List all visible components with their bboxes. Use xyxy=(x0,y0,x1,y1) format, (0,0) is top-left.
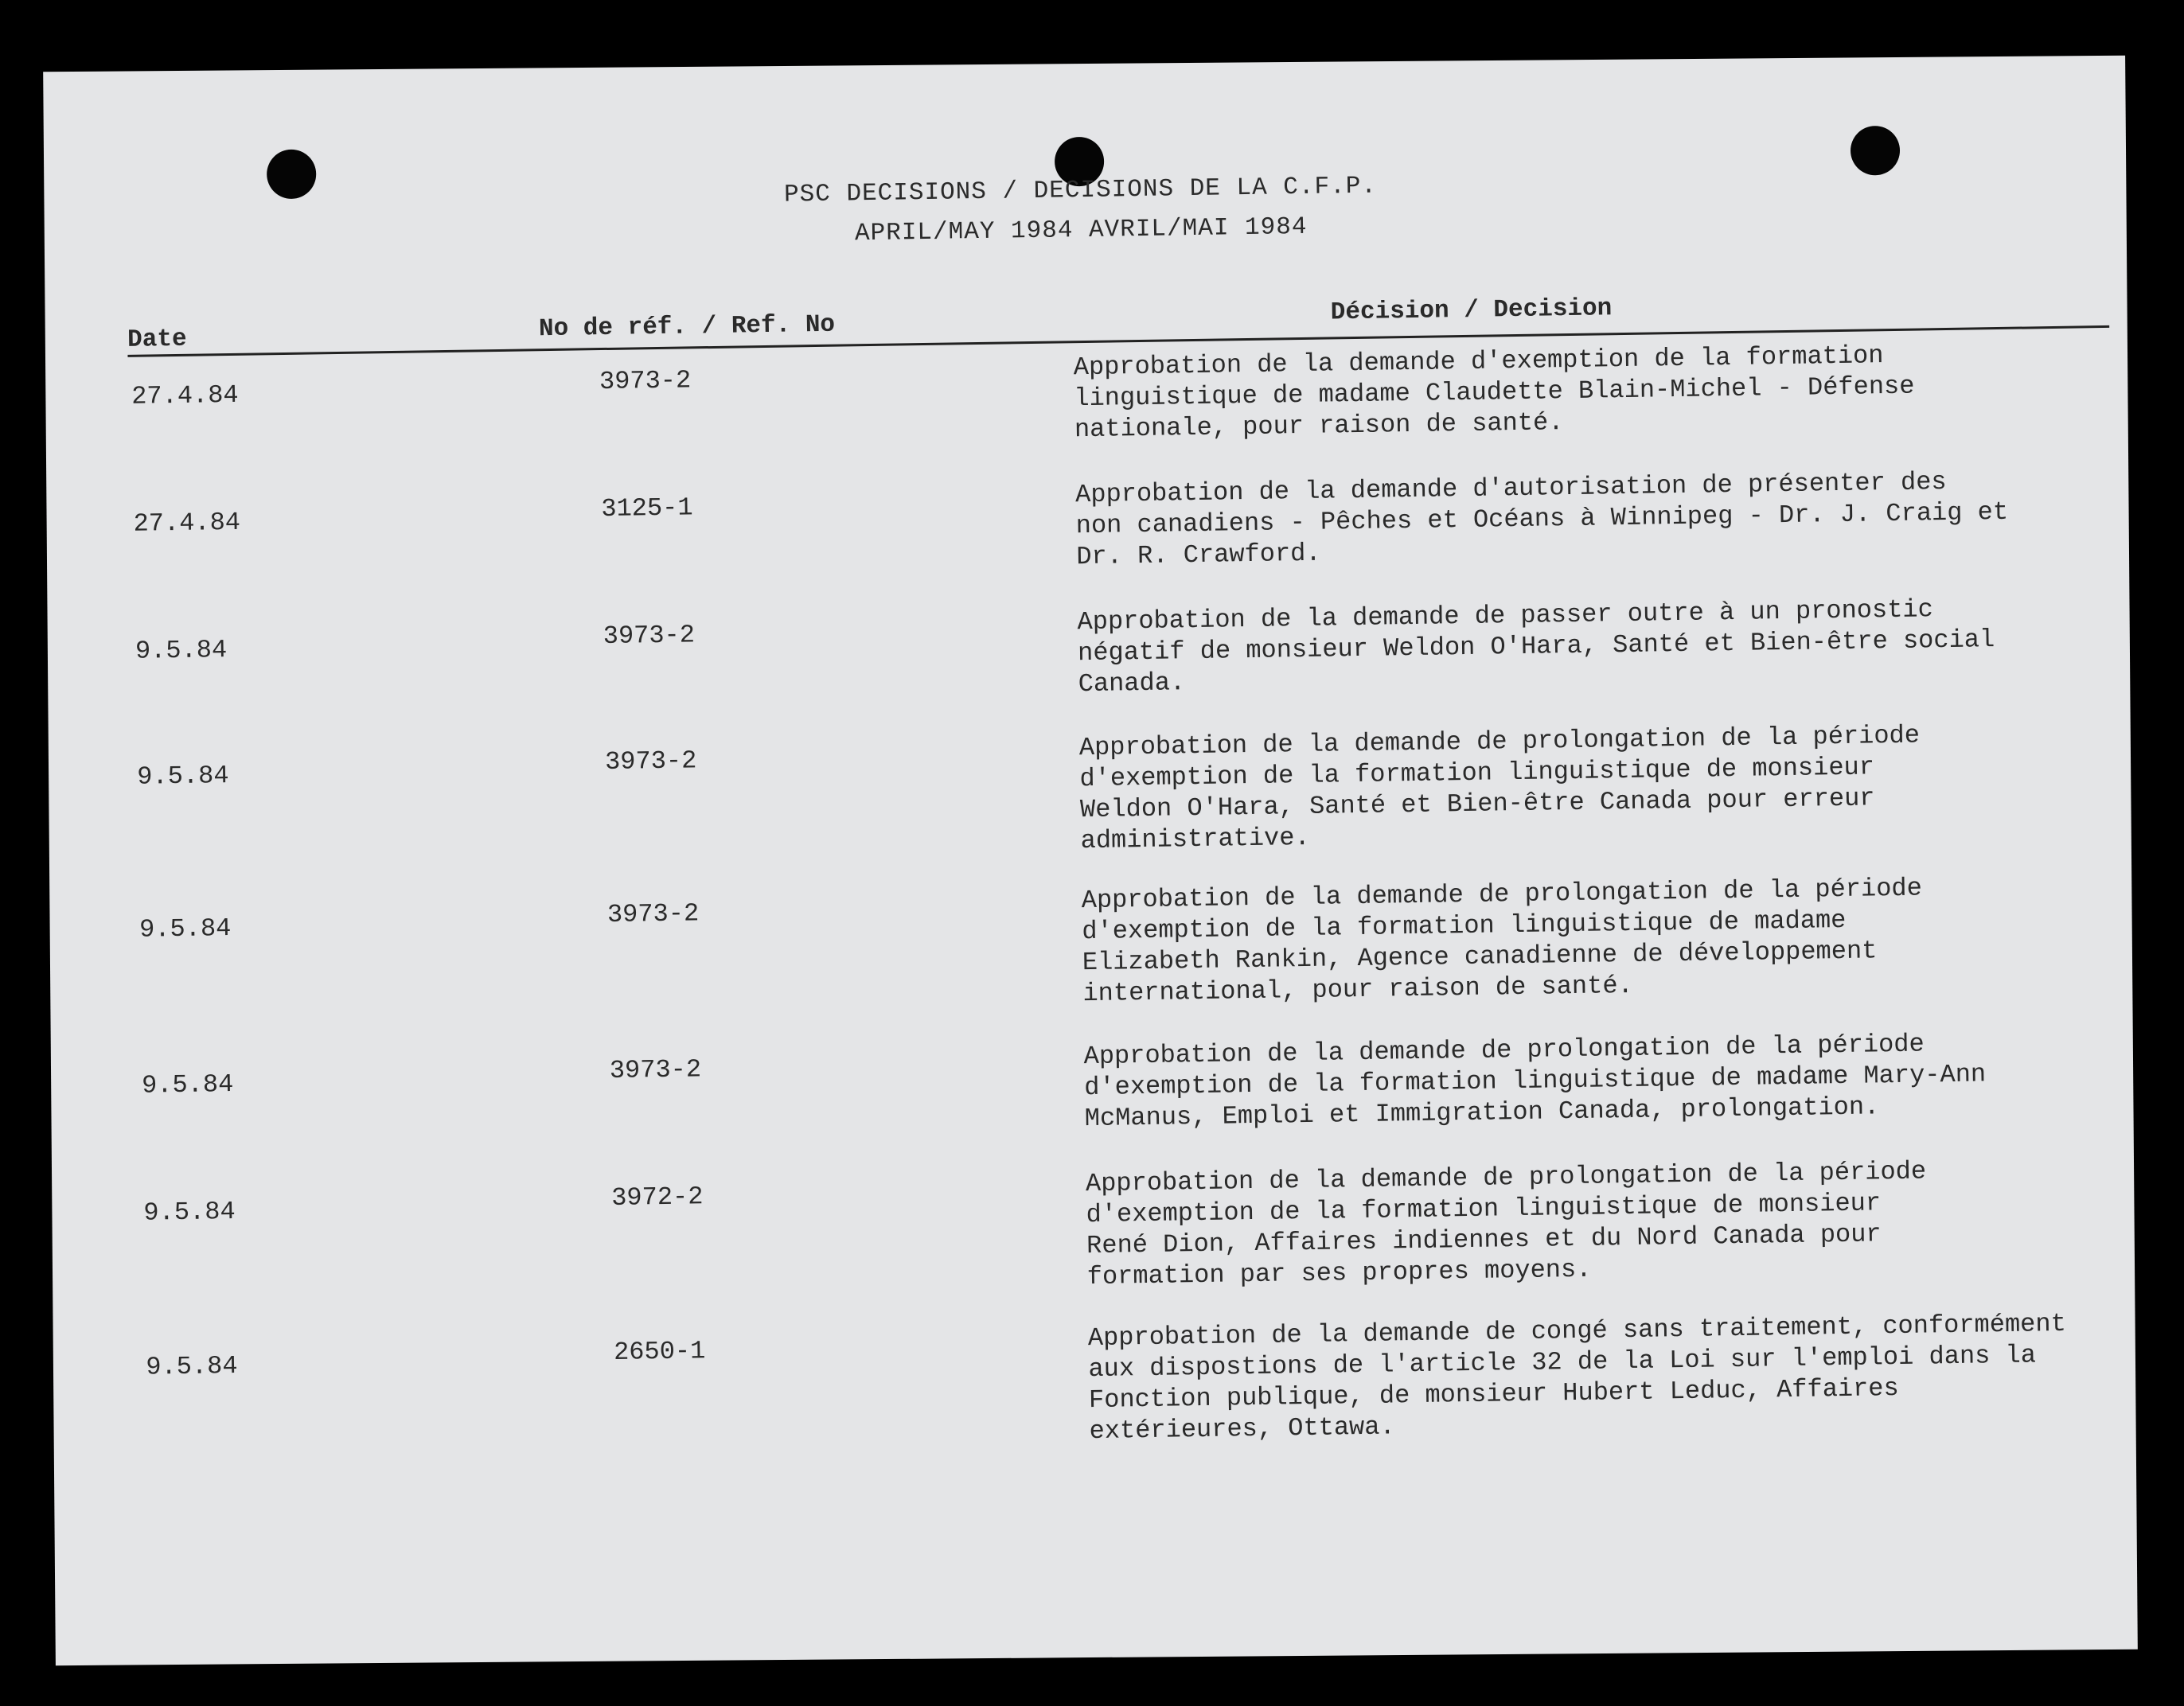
decision-line: Elizabeth Rankin, Agence canadienne de développement xyxy=(1082,936,1878,978)
decision-line: extérieures, Ottawa. xyxy=(1089,1412,1395,1447)
decision-line: linguistique de madame Claudette Blain-Michel - Défense xyxy=(1074,371,1915,414)
row-date: 27.4.84 xyxy=(131,380,239,411)
decision-line: non canadiens - Pêches et Océans à Winnipeg - Dr. J. Craig et xyxy=(1075,497,2009,541)
row-date: 9.5.84 xyxy=(135,635,228,666)
row-decision xyxy=(1074,337,2110,445)
document-title: PSC DECISIONS / DECISIONS DE LA C.F.P. xyxy=(783,172,1378,209)
decision-line: McManus, Emploi et Immigration Canada, prolongation. xyxy=(1084,1092,1880,1134)
table-row xyxy=(57,1308,2139,1447)
decision-line: Weldon O'Hara, Santé et Bien-être Canada pour erreur xyxy=(1079,783,1875,825)
row-ref-no: 3973-2 xyxy=(609,1054,702,1085)
row-decision xyxy=(1086,1153,2122,1292)
document-page xyxy=(43,56,2138,1665)
decision-line: Approbation de la demande d'autorisation de présenter des xyxy=(1074,466,1947,510)
row-ref-no: 2650-1 xyxy=(613,1336,706,1367)
decision-line: formation par ses propres moyens. xyxy=(1086,1254,1592,1292)
decision-line: d'exemption de la formation linguistique de monsieur xyxy=(1086,1188,1882,1230)
row-ref-no: 3973-2 xyxy=(599,365,692,397)
table-row xyxy=(48,720,2130,856)
row-ref-no: 3973-2 xyxy=(603,620,696,652)
row-date: 9.5.84 xyxy=(137,761,229,792)
row-ref-no: 3125-1 xyxy=(601,493,693,524)
decision-line: administrative. xyxy=(1080,822,1310,856)
decision-line: Approbation de la demande de congé sans traitement, conformément xyxy=(1087,1308,2067,1354)
row-decision xyxy=(1079,717,2116,856)
decision-line: Canada. xyxy=(1078,668,1186,699)
decision-line: Approbation de la demande de prolongation de la période xyxy=(1078,720,1921,763)
row-decision xyxy=(1077,591,2113,699)
row-date: 9.5.84 xyxy=(141,1069,234,1100)
row-ref-no: 3972-2 xyxy=(610,1182,704,1213)
decision-line: Approbation de la demande d'exemption de la formation xyxy=(1073,341,1884,383)
decision-line: international, pour raison de santé. xyxy=(1082,970,1633,1009)
table-row xyxy=(50,873,2132,1009)
column-header-ref: No de réf. / Ref. No xyxy=(538,310,836,344)
row-ref-no: 3973-2 xyxy=(604,746,697,777)
row-decision xyxy=(1088,1307,2124,1447)
table-row xyxy=(54,1156,2136,1292)
column-header-decision: Décision / Decision xyxy=(1330,294,1613,327)
table-row xyxy=(42,341,2124,445)
table-row xyxy=(44,466,2126,572)
decision-line: Fonction publique, de monsieur Hubert Leduc, Affaires xyxy=(1088,1373,1899,1416)
row-date: 9.5.84 xyxy=(138,913,232,945)
table-row xyxy=(46,594,2128,699)
table-row xyxy=(53,1029,2135,1134)
row-date: 27.4.84 xyxy=(133,507,241,539)
document-subtitle: APRIL/MAY 1984 AVRIL/MAI 1984 xyxy=(854,212,1308,248)
document-content xyxy=(37,49,2143,1673)
decision-line: négatif de monsieur Weldon O'Hara, Santé et Bien-être social xyxy=(1077,625,1995,668)
decision-line: René Dion, Affaires indiennes et du Nord Canada pour xyxy=(1086,1219,1882,1261)
row-decision xyxy=(1075,464,2112,572)
row-decision xyxy=(1081,870,2117,1009)
decision-line: Approbation de la demande de prolongation de la période xyxy=(1085,1156,1927,1199)
decision-line: Dr. R. Crawford. xyxy=(1076,538,1321,572)
decision-line: d'exemption de la formation linguistique de madame xyxy=(1082,905,1847,947)
decision-line: Approbation de la demande de prolongation de la période xyxy=(1083,1029,1925,1072)
row-date: 9.5.84 xyxy=(146,1350,238,1382)
decision-line: Approbation de la demande de passer outre à un pronostic xyxy=(1077,594,1934,637)
row-ref-no: 3973-2 xyxy=(606,898,700,930)
decision-line: aux dispostions de l'article 32 de la Loi sur l'emploi dans la xyxy=(1088,1340,2037,1385)
decision-line: d'exemption de la formation linguistique de madame Mary-Ann xyxy=(1083,1059,1987,1103)
column-header-date: Date xyxy=(127,325,187,354)
decision-line: Approbation de la demande de prolongation de la période xyxy=(1081,873,1923,916)
row-decision xyxy=(1083,1026,2120,1134)
decision-line: nationale, pour raison de santé. xyxy=(1074,407,1564,445)
decision-line: d'exemption de la formation linguistique de monsieur xyxy=(1079,752,1875,794)
row-date: 9.5.84 xyxy=(143,1196,236,1228)
